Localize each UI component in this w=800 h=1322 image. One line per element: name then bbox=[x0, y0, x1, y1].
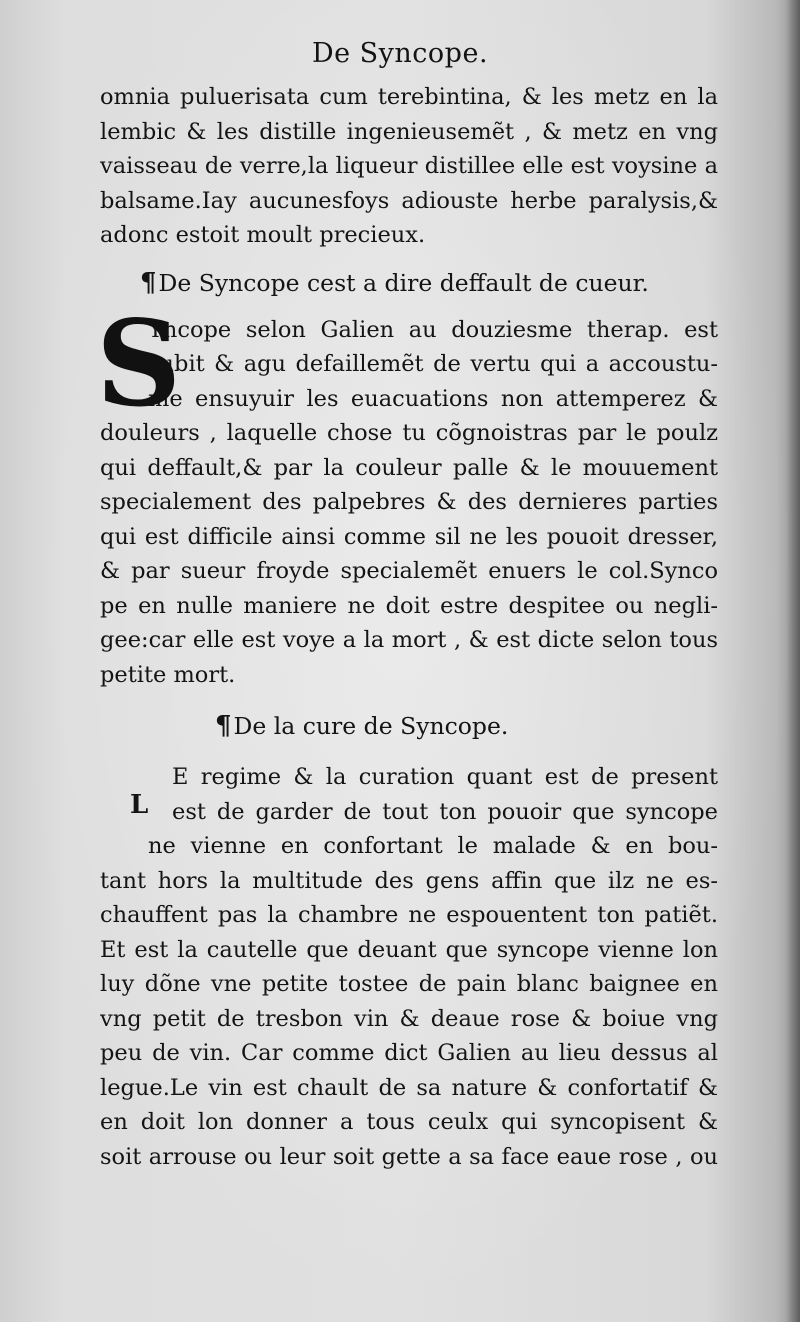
text-line: legue.Le vin est chault de sa nature & confortatif & bbox=[100, 1074, 718, 1101]
text-line: vng petit de tresbon vin & deaue rose & boiue vng bbox=[100, 1005, 718, 1032]
heading-text: De Syncope cest a dire deffault de cueur. bbox=[158, 268, 649, 297]
main-text bbox=[96, 80, 718, 1174]
text-line: soit arrouse ou leur soit gette a sa face eaue rose , ou bbox=[100, 1143, 718, 1170]
text-line: E regime & la curation quant est de present bbox=[172, 764, 718, 790]
text-line: gee:car elle est voye a la mort , & est dicte selon tous bbox=[100, 627, 718, 653]
drop-cap-s: S bbox=[96, 293, 182, 433]
text-line: ne vienne en confortant le malade & en bou- bbox=[148, 833, 718, 859]
text-line: subit & agu defaillemẽt de vertu qui a accoustu- bbox=[148, 351, 718, 377]
text-line: tant hors la multitude des gens affin que ilz ne es- bbox=[100, 867, 718, 894]
text-line: me ensuyuir les euacuations non attemperez & bbox=[148, 385, 718, 412]
text-line: specialement des palpebres & des dernieres parties bbox=[100, 489, 718, 515]
initial-letter-l: L bbox=[130, 790, 149, 820]
text-line: qui est difficile ainsi comme sil ne les pouoit dresser, bbox=[100, 523, 718, 550]
text-line: chauffent pas la chambre ne espouentent ton patiẽt. bbox=[100, 902, 718, 928]
text-line: qui deffault,& par la couleur palle & le mouuement bbox=[100, 454, 718, 481]
text-line: peu de vin. Car comme dict Galien au lieu dessus al bbox=[100, 1040, 718, 1066]
text-line: est de garder de tout ton pouoir que syncope bbox=[172, 798, 718, 825]
text-line: Yncope selon Galien au douziesme therap. est bbox=[148, 316, 718, 343]
text-line: en doit lon donner a tous ceulx qui syncopisent & bbox=[100, 1109, 718, 1135]
text-line: & par sueur froyde specialemẽt enuers le col.Synco bbox=[100, 558, 718, 584]
text-line: vaisseau de verre,la liqueur distillee elle est voysine a bbox=[100, 153, 718, 179]
text-line: petite mort. bbox=[100, 661, 236, 688]
text-line: douleurs , laquelle chose tu cõgnoistras par le poulz bbox=[100, 420, 718, 446]
paragraph-1 bbox=[100, 80, 718, 253]
paragraph-2 bbox=[96, 293, 718, 693]
text-line: adonc estoit moult precieux. bbox=[100, 222, 426, 248]
text-line: lembic & les distille ingenieusemẽt , & metz en vng bbox=[100, 118, 718, 145]
pilcrow-icon: ¶ bbox=[215, 711, 232, 741]
pilcrow-icon: ¶ bbox=[140, 267, 157, 298]
section-heading-cure bbox=[100, 706, 718, 746]
heading-text: De la cure de Syncope. bbox=[233, 712, 509, 740]
section-heading-syncope bbox=[100, 263, 718, 303]
text-line: balsame.Iay aucunesfoys adiouste herbe paralysis,& bbox=[100, 187, 718, 214]
text-line: pe en nulle maniere ne doit estre despitee ou negli- bbox=[100, 592, 718, 619]
running-head: De Syncope. bbox=[311, 38, 489, 69]
text-line: omnia puluerisata cum terebintina, & les metz en la bbox=[100, 84, 718, 110]
page-edge-shadow bbox=[786, 0, 800, 1322]
paragraph-3 bbox=[100, 760, 718, 1174]
text-line: Et est la cautelle que deuant que syncope vienne lon bbox=[100, 936, 718, 963]
text-line: luy dõne vne petite tostee de pain blanc baignee en bbox=[100, 971, 718, 997]
